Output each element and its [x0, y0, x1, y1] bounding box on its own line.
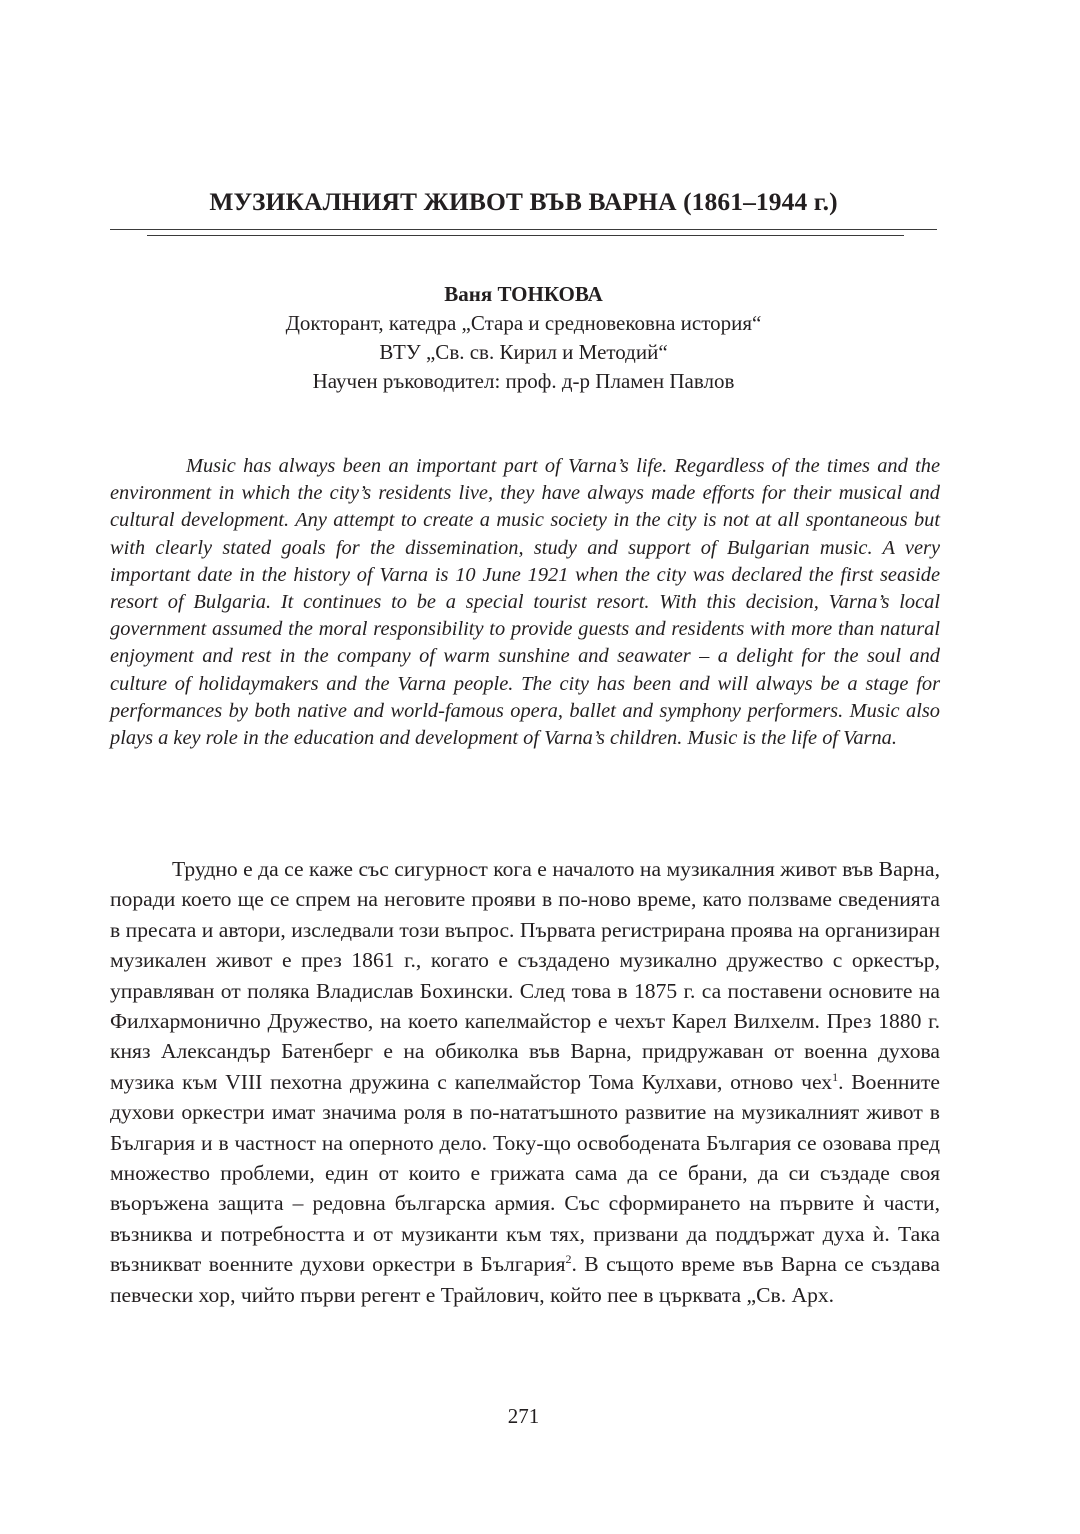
body-paragraph — [110, 854, 940, 1310]
article-title: МУЗИКАЛНИЯТ ЖИВОТ ВЪВ ВАРНА (1861–1944 г.) — [209, 187, 838, 216]
author-block — [110, 280, 937, 396]
author-position: Докторант, катедра „Стара и средновековна история“ — [285, 311, 762, 335]
footnote-ref-2: 2 — [565, 1252, 572, 1267]
body-text-part-1: Трудно е да се каже със сигурност кога е началото на музикалния живот във Варна, поради което ще се спрем на неговите прояви в по-ново време, като ползваме сведенията в пресата и автори, изследвали този въпрос. Първата регистрирана проява на организиран музикален живот е през 1861 г., когато е създадено музикално дружество с оркестър, управляван от поляка Владислав Бохински. След това в 1875 г. са поставени основите на Филхармонично Дружество, на което капелмайстор е чехът Карел Вилхелм. През 1880 г. княз Александър Батенберг е на обиколка във Варна, придружаван от военна духова музика към VIII пехотна дружина с капелмайстор Тома Кулхави, отново чех — [110, 857, 940, 1094]
author-university: ВТУ „Св. св. Кирил и Методий“ — [379, 340, 668, 364]
body-text-part-2: . Военните духови оркестри имат значима роля в по-нататъшното развитие на музикалният живот в България и в частност на оперното дело. Току-що освободената България се озовава пред множество проблеми, един от които е грижата сама да се брани, да си създаде своя въоръжена защита – редовна българска армия. Със сформирането на първите ѝ части, възниква и потребността и от музиканти към тях, призвани да поддържат духа ѝ. Така възникват военните духови оркестри в България — [110, 1069, 940, 1277]
author-supervisor: Научен ръководител: проф. д-р Пламен Павлов — [312, 369, 735, 393]
page-number: 271 — [507, 1404, 540, 1428]
title-rule-top — [110, 229, 937, 230]
author-name: Ваня ТОНКОВА — [444, 282, 603, 306]
title-rule-bottom — [147, 235, 904, 236]
abstract: Music has always been an important part of Varna’s life. Regardless of the times and the environment in which the city’s residents live, they have always made efforts for their musical and cultural development. Any attempt to create a music society in the city is not at all spontaneous but with clearly stated goals for the dissemination, study and support of Bulgarian music. A very important date in the history of Varna is 10 June 1921 when the city was declared the first seaside resort of Bulgaria. It continues to be a special tourist resort. With this decision, Varna’s local government assumed the moral responsibility to provide guests and residents with more than natural enjoyment and rest in the company of warm sunshine and seawater – a delight for the soul and culture of holidaymakers and the Varna people. The city has been and will always be a stage for performances by both native and world-famous opera, ballet and symphony performers. Music also plays a key role in the education and development of Varna’s children. Music is the life of Varna. — [110, 455, 940, 750]
body-text-part-3: . В същото време във Варна се създава певчески хор, чийто първи регент е Трайлович, който пее в църквата „Св. Арх. — [110, 1252, 940, 1307]
footnote-ref-1: 1 — [832, 1069, 839, 1084]
